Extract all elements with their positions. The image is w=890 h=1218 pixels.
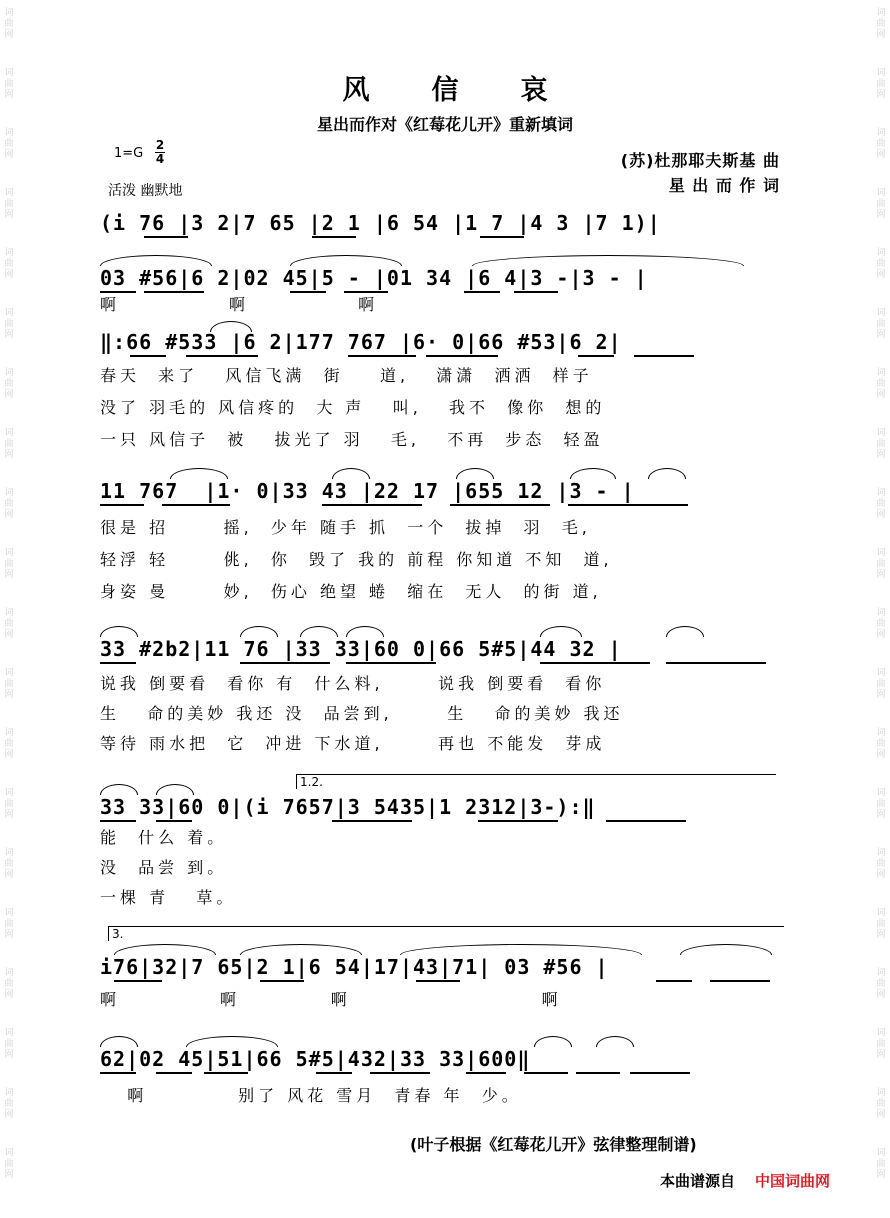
notes-row-6: 33 33|60 0|(i 7657|3 5435|1 2312|3-):‖ <box>100 795 596 819</box>
watermark-mark: 词 曲 网 <box>4 248 14 280</box>
staff-row-2 <box>100 263 790 297</box>
lyric-row7: 啊 啊 啊 啊 <box>100 990 562 1009</box>
tempo-marking: 活泼 幽默地 <box>108 183 183 199</box>
lyric-verse3-row3: 一只 风信子 被 拔光了 羽 毛, 不再 步态 轻盈 <box>100 430 604 449</box>
lyric-verse1-row4: 很是 招 摇, 少年 随手 抓 一个 拔掉 羽 毛, <box>100 518 591 537</box>
watermark-mark: 词 曲 网 <box>876 8 886 40</box>
watermark-mark: 词 曲 网 <box>876 188 886 220</box>
watermark-mark: 词 曲 网 <box>876 128 886 160</box>
watermark-mark: 词 曲 网 <box>4 668 14 700</box>
lyric-verse2-row3: 没了 羽毛的 风信疼的 大 声 叫, 我不 像你 想的 <box>100 398 606 417</box>
watermark-mark: 词 曲 网 <box>876 308 886 340</box>
watermark-mark: 词 曲 网 <box>876 1028 886 1060</box>
watermark-mark: 词 曲 网 <box>4 908 14 940</box>
lyric-row8: 啊 别了 风花 雪月 青春 年 少。 <box>100 1086 522 1105</box>
staff-row-1 <box>100 208 790 242</box>
watermark-mark: 词 曲 网 <box>876 668 886 700</box>
staff-row-3 <box>100 327 790 361</box>
watermark-left <box>2 0 16 1218</box>
notes-row-7: i76|32|7 65|2 1|6 54|17|43|71| 03 #56 | <box>100 955 609 979</box>
lyric-verse2-row6: 没 品尝 到。 <box>100 858 228 877</box>
staff-row-7 <box>100 952 790 986</box>
notes-row-3: ‖:66 #533 |6 2|177 767 |6· 0|66 #53|6 2| <box>100 330 622 354</box>
watermark-mark: 词 曲 网 <box>4 368 14 400</box>
lyric-verse2-row4: 轻浮 轻 佻, 你 毁了 我的 前程 你知道 不知 道, <box>100 550 613 569</box>
watermark-mark: 词 曲 网 <box>876 68 886 100</box>
notes-row-5: 33 #2b2|11 76 |33 33|60 0|66 5#5|44 32 | <box>100 637 622 661</box>
watermark-mark: 词 曲 网 <box>4 1088 14 1120</box>
watermark-mark: 词 曲 网 <box>4 968 14 1000</box>
notes-row-2: 03 #56|6 2|02 45|5 - |01 34 |6 4|3 -|3 - | <box>100 266 648 290</box>
notes-row-8: 62|02 45|51|66 5#5|432|33 33|600‖ <box>100 1047 531 1071</box>
watermark-mark: 词 曲 网 <box>4 848 14 880</box>
watermark-mark: 词 曲 网 <box>876 788 886 820</box>
key-signature: 1=G <box>114 146 144 161</box>
watermark-mark: 词 曲 网 <box>4 728 14 760</box>
watermark-mark: 词 曲 网 <box>876 968 886 1000</box>
watermark-mark: 词 曲 网 <box>4 188 14 220</box>
notes-row-4: 11 767 |1· 0|33 43 |22 17 |655 12 |3 - | <box>100 479 635 503</box>
watermark-mark: 词 曲 网 <box>876 368 886 400</box>
volta-1-2: 1.2. <box>296 774 776 789</box>
watermark-mark: 词 曲 网 <box>4 1148 14 1180</box>
watermark-mark: 词 曲 网 <box>876 248 886 280</box>
lyric-verse3-row4: 身姿 曼 妙, 伤心 绝望 蜷 缩在 无人 的街 道, <box>100 582 602 601</box>
lyricist-credit: 星 出 而 作 词 <box>668 176 780 195</box>
lyric-verse1-row3: 春天 来了 风信飞满 街 道, 潇潇 洒洒 样子 <box>100 366 593 385</box>
watermark-mark: 词 曲 网 <box>876 1088 886 1120</box>
footer-text: 本曲谱源自 <box>660 1172 736 1190</box>
lyric-row-1: 啊 啊 啊 <box>100 295 379 314</box>
watermark-mark: 词 曲 网 <box>876 428 886 460</box>
watermark-mark: 词 曲 网 <box>4 1028 14 1060</box>
composer-credit: (苏)杜那耶夫斯基 曲 <box>620 151 780 170</box>
watermark-mark: 词 曲 网 <box>4 488 14 520</box>
staff-row-4 <box>100 476 790 510</box>
lyric-verse1-row5: 说我 倒要看 看你 有 什么料, 说我 倒要看 看你 <box>100 674 606 693</box>
watermark-right <box>874 0 888 1218</box>
watermark-mark: 词 曲 网 <box>876 548 886 580</box>
staff-row-6 <box>100 792 790 826</box>
watermark-mark: 词 曲 网 <box>4 548 14 580</box>
lyric-verse3-row6: 一棵 青 草。 <box>100 888 237 907</box>
watermark-mark: 词 曲 网 <box>4 68 14 100</box>
lyric-verse2-row5: 生 命的美妙 我还 没 品尝到, 生 命的美妙 我还 <box>100 704 624 723</box>
lyric-verse3-row5: 等待 雨水把 它 冲进 下水道, 再也 不能发 芽成 <box>100 734 606 753</box>
watermark-mark: 词 曲 网 <box>4 308 14 340</box>
watermark-mark: 词 曲 网 <box>876 728 886 760</box>
song-title: 风信哀 <box>342 75 610 106</box>
staff-row-8 <box>100 1044 790 1078</box>
song-subtitle: 星出而作对《红莓花儿开》重新填词 <box>316 115 573 134</box>
watermark-mark: 词 曲 网 <box>876 1148 886 1180</box>
footer <box>660 1170 830 1191</box>
watermark-mark: 词 曲 网 <box>4 788 14 820</box>
watermark-mark: 词 曲 网 <box>876 848 886 880</box>
notes-row-1: (i 76 |3 2|7 65 |2 1 |6 54 |1 7 |4 3 |7 1)| <box>100 211 661 235</box>
volta-3: 3. <box>108 926 784 941</box>
time-signature: 2 4 <box>155 138 165 166</box>
watermark-mark: 词 曲 网 <box>876 488 886 520</box>
watermark-mark: 词 曲 网 <box>4 428 14 460</box>
watermark-mark: 词 曲 网 <box>4 128 14 160</box>
staff-row-5 <box>100 634 790 668</box>
lyric-verse1-row6: 能 什么 着。 <box>100 828 228 847</box>
source-note: (叶子根据《红莓花儿开》弦律整理制谱) <box>410 1135 697 1154</box>
watermark-mark: 词 曲 网 <box>4 8 14 40</box>
watermark-mark: 词 曲 网 <box>876 608 886 640</box>
watermark-mark: 词 曲 网 <box>876 908 886 940</box>
footer-brand-link[interactable]: 中国词曲网 <box>755 1172 831 1190</box>
watermark-mark: 词 曲 网 <box>4 608 14 640</box>
